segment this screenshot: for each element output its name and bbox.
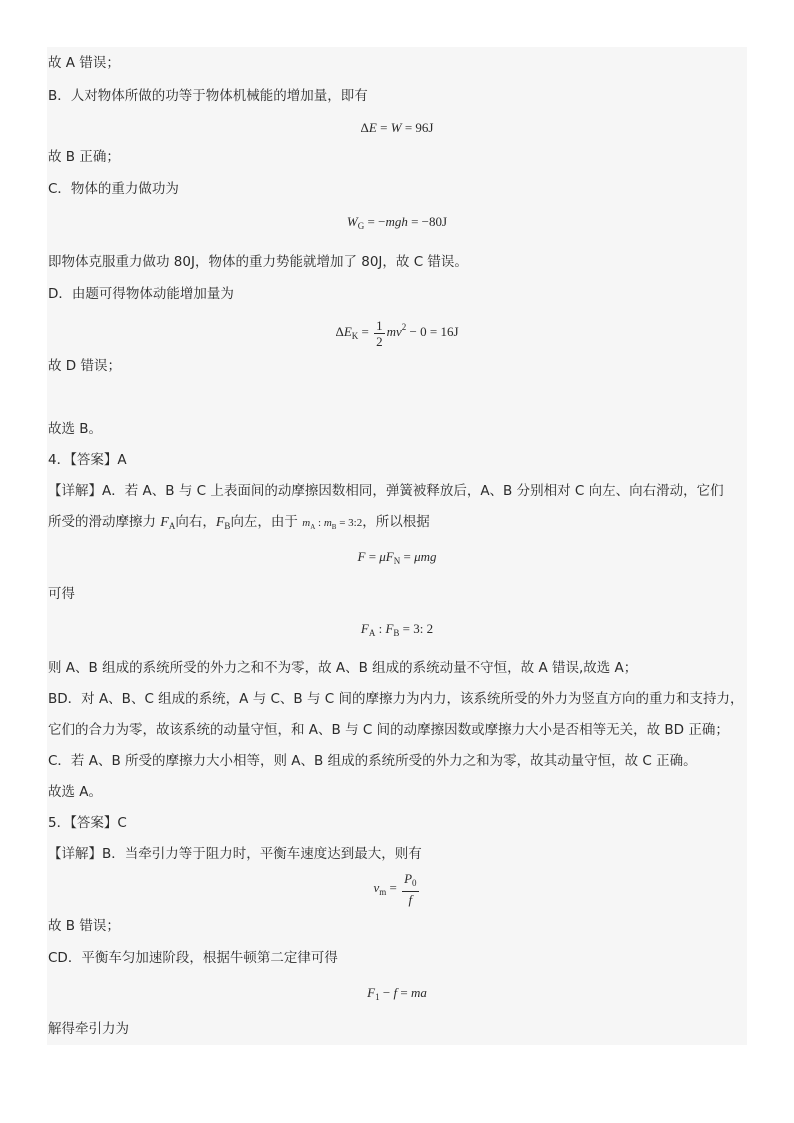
text-line: 故 A 错误； [48, 55, 120, 71]
fraction-numerator: 1 [376, 317, 383, 333]
fraction [374, 318, 385, 349]
formula-part: F [357, 549, 366, 564]
formula-part: : [375, 621, 386, 636]
formula-part: μmg [414, 549, 437, 564]
text-line: 即物体克服重力做功 80J，物体的重力势能就增加了 80J，故 C 错误。 [48, 254, 468, 270]
formula-part: − [379, 985, 394, 1000]
fraction-denominator: f [408, 892, 413, 908]
text-line: CD．平衡车匀加速阶段，根据牛顿第二定律可得 [48, 950, 338, 966]
formula-part: = 96J [401, 120, 434, 135]
formula-part: = [365, 549, 380, 564]
newton-second-law-formula [47, 983, 747, 1003]
formula-part: : [315, 517, 324, 529]
subscript: 1 [375, 992, 380, 1002]
formula-part: = [358, 324, 373, 339]
subscript: m [379, 887, 387, 897]
formula-part: = [376, 120, 391, 135]
formula-part: = [397, 985, 411, 1000]
text-line: C．若 A、B 所受的摩擦力大小相等，则 A、B 组成的系统所受的外力之和为零，故其动量守恒，故 C 正确。 [48, 753, 697, 769]
text-part: 所受的滑动摩擦力 [48, 514, 161, 530]
formula-part: F [360, 621, 369, 636]
text-line: D．由题可得物体动能增加量为 [48, 286, 234, 302]
text-line: 【详解】A．若 A、B 与 C 上表面间的动摩擦因数相同，弹簧被释放后，A、B 分别相对 C 向左、向右滑动，它们 [48, 483, 724, 499]
formula-part: = 3: 2 [399, 621, 434, 636]
text-line: 解得牵引力为 [48, 1021, 129, 1037]
answer-heading: 4．【答案】A [48, 452, 127, 468]
formula-part: F [160, 515, 169, 530]
formula-part: − 0 = 16J [406, 324, 459, 339]
gravity-work-formula [47, 212, 747, 232]
formula-part: F [385, 621, 394, 636]
formula-part: Δ [335, 324, 344, 339]
formula-part: = 3:2 [336, 517, 363, 529]
answer-heading: 5．【答案】C [48, 815, 127, 831]
subscript: N [393, 556, 401, 566]
subscript: B [393, 628, 400, 638]
text-line [48, 512, 430, 532]
energy-work-formula [47, 118, 747, 138]
formula-part: E [368, 120, 377, 135]
friction-ratio-formula [47, 619, 747, 639]
subscript: A [168, 521, 176, 531]
text-part: 向左，由于 [230, 514, 303, 530]
formula-part: ma [410, 985, 427, 1000]
subscript: A [310, 523, 316, 531]
kinetic-energy-formula [47, 310, 747, 349]
formula-part: F [215, 515, 225, 530]
text-line: 它们的合力为零，故该系统的动量守恒，和 A、B 与 C 间的动摩擦因数或摩擦力大小是否相等无关，故 BD 正确； [48, 722, 729, 738]
formula-part: mv [386, 324, 402, 339]
formula-part: = − [364, 214, 386, 229]
text-line: 可得 [48, 586, 75, 602]
text-line: 则 A、B 组成的系统所受的外力之和不为零，故 A、B 组成的系统动量不守恒，故 A 错误,故选 A； [48, 660, 638, 676]
formula-part: P [404, 871, 413, 887]
formula-part: Δ [360, 120, 369, 135]
text-part: 向右， [175, 514, 216, 530]
subscript: B [331, 523, 337, 531]
fraction [402, 871, 418, 907]
text-line: 故 B 错误； [48, 918, 120, 934]
formula-part: = [386, 880, 401, 895]
text-line: BD．对 A、B、C 组成的系统，A 与 C、B 与 C 间的摩擦力为内力，该系统所受的外力为竖直方向的重力和支持力， [48, 691, 744, 707]
text-line: C．物体的重力做功为 [48, 181, 179, 197]
formula-part: F [367, 985, 376, 1000]
formula-part: = [400, 549, 415, 564]
formula-part: mgh [385, 214, 408, 229]
subscript: K [351, 331, 359, 341]
formula-part: f [393, 985, 398, 1000]
superscript: 2 [401, 322, 407, 332]
formula-part: m [323, 517, 332, 529]
text-line: 故选 A。 [48, 784, 103, 800]
fraction-numerator [402, 871, 418, 892]
formula-part: μF [379, 549, 394, 564]
formula-part: v [373, 880, 380, 895]
subscript: A [368, 628, 376, 638]
fraction-denominator: 2 [376, 333, 383, 349]
subscript: 0 [412, 878, 417, 889]
friction-formula [47, 547, 747, 567]
subscript: B [224, 521, 231, 531]
formula-part: E [343, 324, 352, 339]
text-part: ，所以根据 [362, 514, 430, 530]
text-line: 故 D 错误； [48, 358, 121, 374]
text-line: B．人对物体所做的功等于物体机械能的增加量，即有 [48, 88, 368, 104]
text-line: 【详解】B．当牵引力等于阻力时，平衡车速度达到最大，则有 [48, 846, 422, 862]
subscript: G [357, 221, 365, 231]
max-speed-formula [47, 871, 747, 908]
formula-part: m [302, 517, 311, 529]
formula-part: W [390, 120, 402, 135]
text-line: 故 B 正确； [48, 149, 120, 165]
formula-part: = −80J [407, 214, 448, 229]
formula-part: W [346, 214, 358, 229]
text-line: 故选 B。 [48, 421, 103, 437]
